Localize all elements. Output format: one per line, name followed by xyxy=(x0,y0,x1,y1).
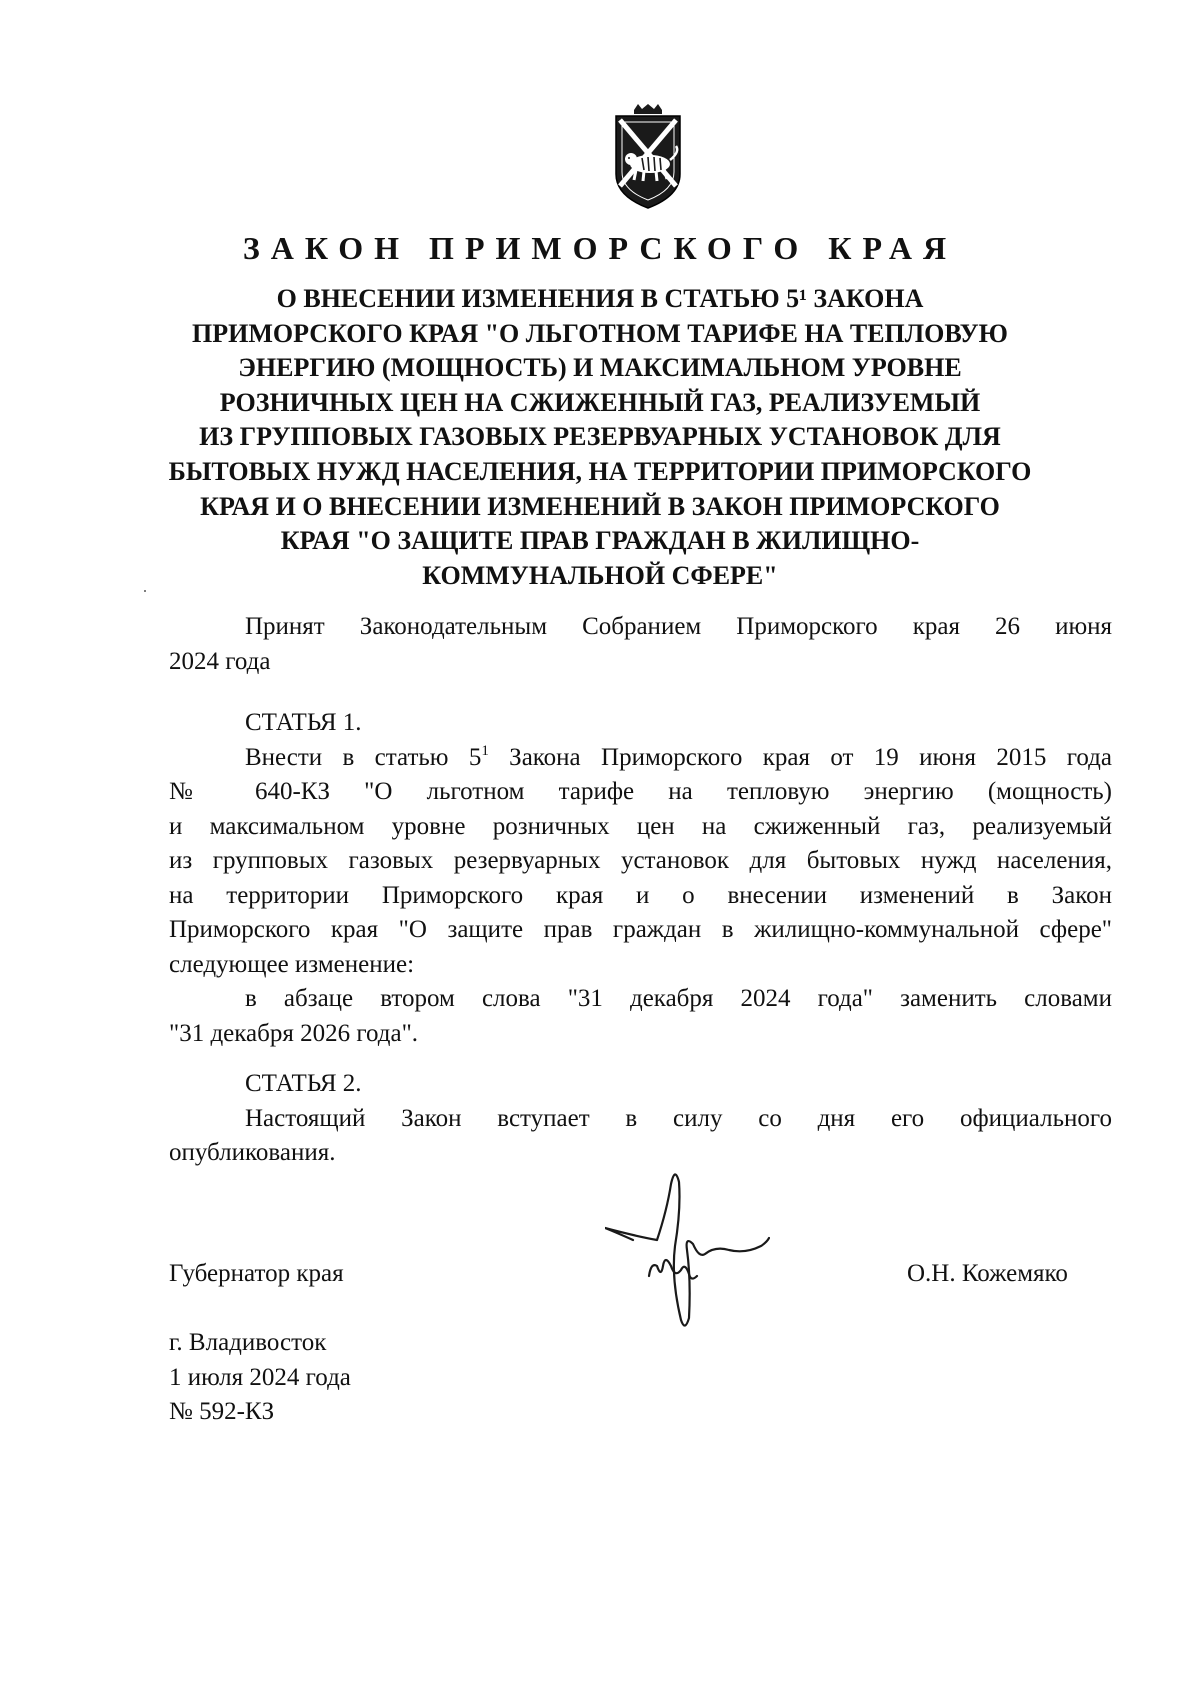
law-title-line: ПРИМОРСКОГО КРАЯ "О ЛЬГОТНОМ ТАРИФЕ НА ТЕПЛОВУЮ xyxy=(192,318,1008,348)
article-1-line: следующее изменение: xyxy=(169,950,415,978)
article-1-line: в абзаце втором слова "31 декабря 2024 года" заменить словами xyxy=(245,985,1112,1012)
law-type-heading: ЗАКОН ПРИМОРСКОГО КРАЯ xyxy=(242,230,958,266)
article-2 xyxy=(169,1067,1112,1171)
article-2-line: Настоящий Закон вступает в силу со дня его официального xyxy=(245,1104,1112,1132)
signing-date: 1 июля 2024 года xyxy=(169,1363,351,1391)
law-title-line: ЭНЕРГИЮ (МОЩНОСТЬ) И МАКСИМАЛЬНОМ УРОВНЕ xyxy=(238,353,962,383)
article-1-line: и максимальном уровне розничных цен на сжиженный газ, реализуемый xyxy=(169,812,1112,840)
scan-speck xyxy=(144,590,146,592)
article-1 xyxy=(169,706,1112,1051)
adoption-line: 2024 года xyxy=(169,647,271,675)
article-1-text: Внести в статью 5 xyxy=(245,743,482,771)
law-title-line: БЫТОВЫХ НУЖД НАСЕЛЕНИЯ, НА ТЕРРИТОРИИ ПРИМОРСКОГО xyxy=(168,456,1032,486)
signing-place: г. Владивосток xyxy=(169,1329,327,1356)
article-1-line: № 640-КЗ "О льготном тарифе на тепловую энергию (мощность) xyxy=(169,778,1112,805)
article-2-line: опубликования. xyxy=(169,1139,336,1166)
article-1-text: Закона Приморского края от 19 июня 2015 года xyxy=(488,743,1112,771)
law-title-line: КРАЯ И О ВНЕСЕНИИ ИЗМЕНЕНИЙ В ЗАКОН ПРИМОРСКОГО xyxy=(200,491,1000,521)
law-title-line: О ВНЕСЕНИИ ИЗМЕНЕНИЯ В СТАТЬЮ 5¹ ЗАКОНА xyxy=(276,284,924,313)
governor-position: Губернатор края xyxy=(169,1260,344,1287)
adoption-statement xyxy=(169,610,1112,679)
article-1-heading: СТАТЬЯ 1. xyxy=(245,709,362,736)
law-title-line: РОЗНИЧНЫХ ЦЕН НА СЖИЖЕННЫЙ ГАЗ, РЕАЛИЗУЕМЫЙ xyxy=(219,387,981,417)
coat-of-arms-emblem xyxy=(598,104,698,212)
superscript-one: 1 xyxy=(481,742,489,759)
law-title xyxy=(150,282,1050,593)
handwritten-signature xyxy=(605,1170,770,1340)
law-title-line: КОММУНАЛЬНОЙ СФЕРЕ" xyxy=(422,560,778,590)
article-1-line: на территории Приморского края и о внесении изменений в Закон xyxy=(169,881,1112,909)
document-footer xyxy=(169,1326,351,1430)
law-title-line: ИЗ ГРУППОВЫХ ГАЗОВЫХ РЕЗЕРВУАРНЫХ УСТАНОВОК ДЛЯ xyxy=(199,422,1001,452)
law-number: № 592-КЗ xyxy=(169,1398,275,1425)
article-1-line: Приморского края "О защите прав граждан в жилищно-коммунальной сфере" xyxy=(169,916,1112,943)
law-title-line: КРАЯ "О ЗАЩИТЕ ПРАВ ГРАЖДАН В ЖИЛИЩНО- xyxy=(280,526,920,556)
article-1-line: "31 декабря 2026 года". xyxy=(169,1019,419,1047)
article-1-line: из групповых газовых резервуарных установок для бытовых нужд населения, xyxy=(169,847,1112,874)
governor-name: О.Н. Кожемяко xyxy=(907,1260,1068,1287)
adoption-line: Принят Законодательным Собранием Приморского края 26 июня xyxy=(245,613,1112,640)
article-1-line xyxy=(169,741,1112,776)
article-2-heading: СТАТЬЯ 2. xyxy=(245,1070,362,1097)
